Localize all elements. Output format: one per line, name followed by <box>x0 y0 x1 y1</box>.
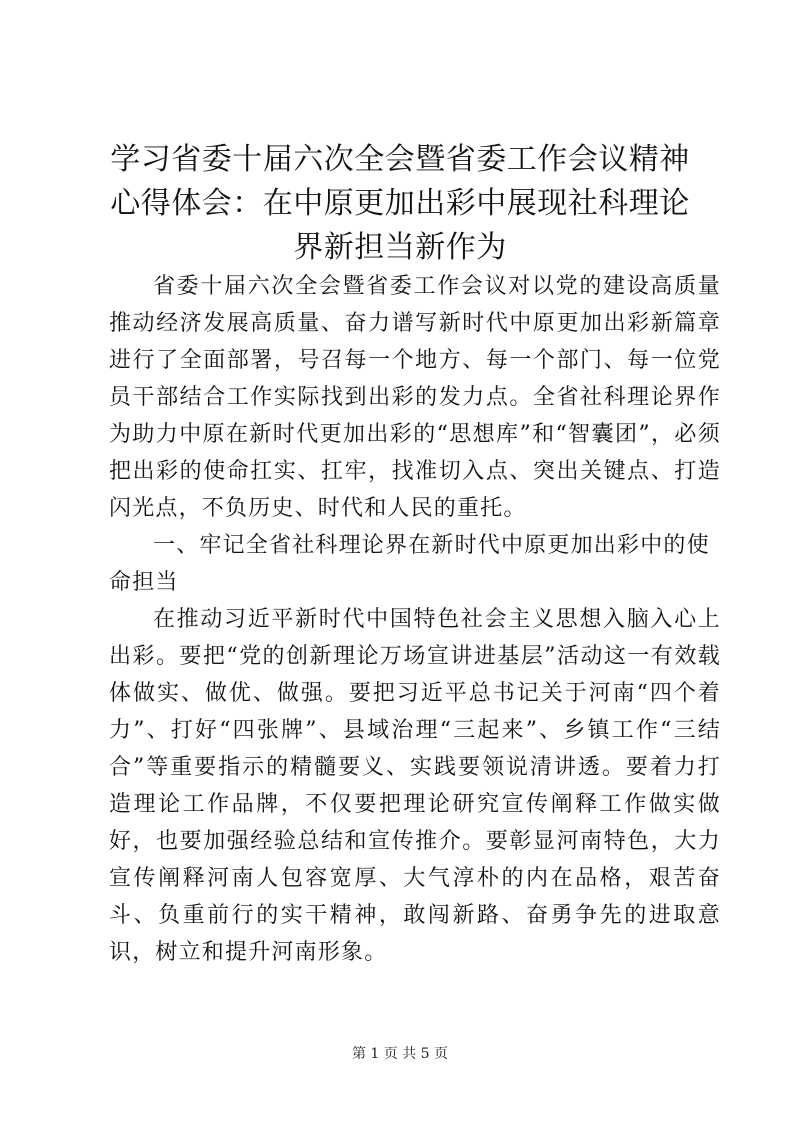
section-heading: 一、牢记全省社科理论界在新时代中原更加出彩中的使命担当 <box>109 533 710 595</box>
intro-paragraph: 省委十届六次全会暨省委工作会议对以党的建设高质量推动经济发展高质量、奋力谱写新时代中原更加出彩新篇章进行了全面部署，号召每一个地方、每一个部门、每一位党员干部结合工作实际找到出彩的发力点。全省社科理论界作为助力中原在新时代更加出彩的“思想库”和“智囊团”，必须把出彩的使命扛实、扛牢，找准切入点、突出关键点、打造闪光点，不负历史、时代和人民的重托。 <box>109 274 721 521</box>
document-title: 学习省委十届六次全会暨省委工作会议精神心得体会：在中原更加出彩中展现社科理论界新担当新作为 <box>110 142 690 265</box>
page-footer <box>0 1044 800 1064</box>
page-number: 第 1 页 共 5 页 <box>351 1046 449 1062</box>
section-paragraph: 在推动习近平新时代中国特色社会主义思想入脑入心上出彩。要把“党的创新理论万场宣讲进基层”活动这一有效载体做实、做优、做强。要把习近平总书记关于河南“四个着力”、打好“四张牌”、县域治理“三起来”、乡镇工作“三结合”等重要指示的精髓要义、实践要领说清讲透。要着力打造理论工作品牌，不仅要把理论研究宣传阐释工作做实做好，也要加强经验总结和宣传推介。要彰显河南特色，大力宣传阐释河南人包容宽厚、大气淳朴的内在品格，艰苦奋斗、负重前行的实干精神，敢闯新路、奋勇争先的进取意识，树立和提升河南形象。 <box>109 607 721 965</box>
document-body <box>109 268 721 971</box>
